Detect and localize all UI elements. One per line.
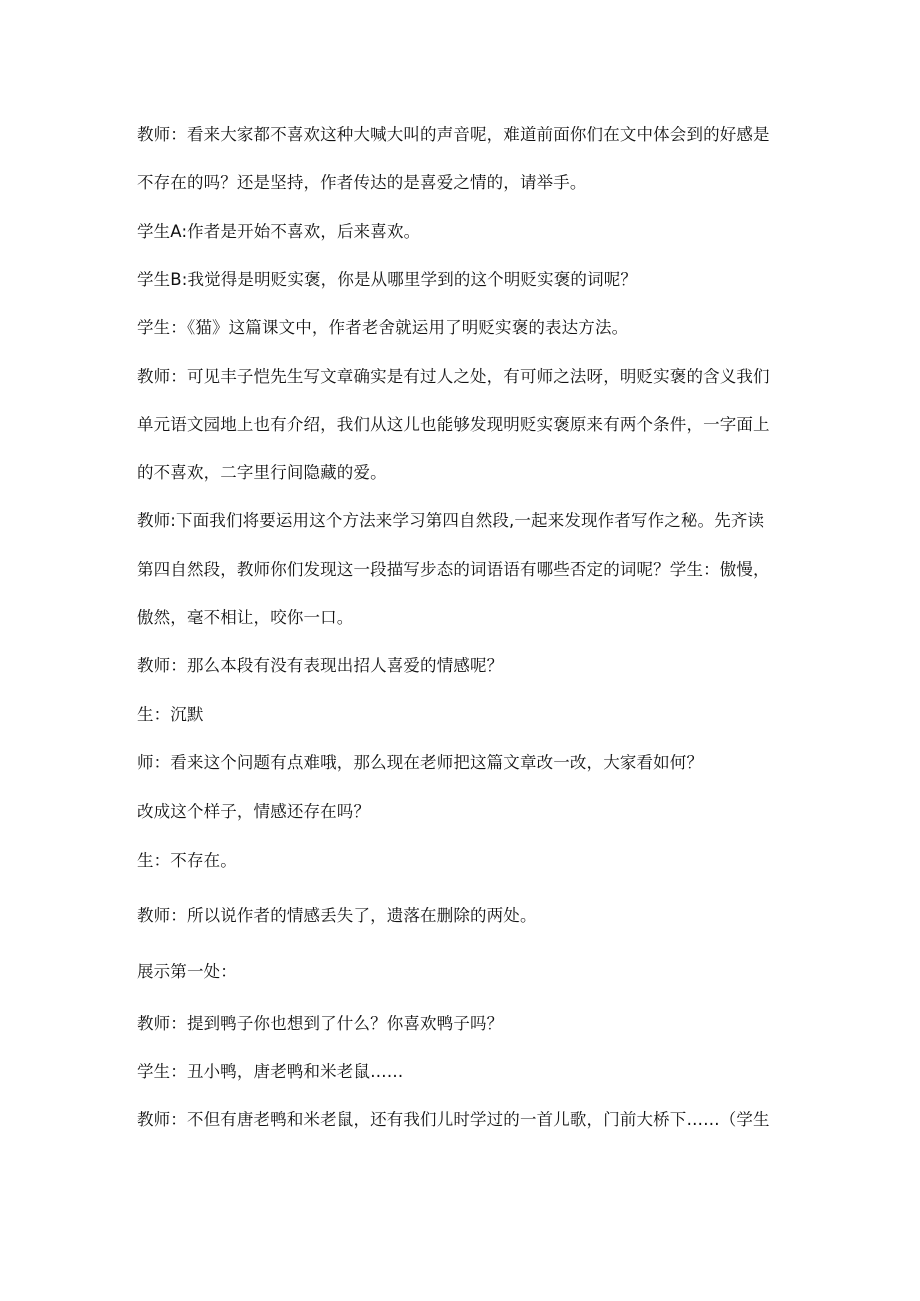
text-line: 师：看来这个问题有点难哦，那么现在老师把这篇文章改一改，大家看如何？ (137, 753, 704, 772)
text-line: 展示第一处： (137, 962, 237, 981)
text-line: 不存在的吗？还是坚持，作者传达的是喜爱之情的，请举手。 (137, 173, 587, 192)
text-line: 的不喜欢，二字里行间隐藏的爱。 (137, 463, 387, 482)
text-line: 教师：不但有唐老鸭和米老鼠，还有我们儿时学过的一首儿歌，门前大桥下……（学生 (137, 1110, 770, 1129)
text-line: 傲然，毫不相让，咬你一口。 (137, 608, 354, 627)
text-line: 教师：提到鸭子你也想到了什么？你喜欢鸭子吗？ (137, 1014, 504, 1033)
text-line: 教师：看来大家都不喜欢这种大喊大叫的声音呢，难道前面你们在文中体会到的好感是 (137, 125, 770, 144)
text-line: 生：不存在。 (137, 851, 237, 870)
text-line: 学生A:作者是开始不喜欢，后来喜欢。 (137, 222, 421, 241)
text-line: 第四自然段，教师你们发现这一段描写步态的词语语有哪些否定的词呢？学生：傲慢， (137, 560, 770, 579)
text-line: 教师:下面我们将要运用这个方法来学习第四自然段,一起来发现作者写作之秘。先齐读 (137, 511, 765, 530)
text-line: 改成这个样子，情感还存在吗？ (137, 802, 371, 821)
text-line: 生：沉默 (137, 705, 204, 724)
text-line: 教师：所以说作者的情感丢失了，遗落在删除的两处。 (137, 906, 537, 925)
text-line: 单元语文园地上也有介绍，我们从这儿也能够发现明贬实褒原来有两个条件，一字面上 (137, 415, 770, 434)
text-line: 学生：丑小鸭，唐老鸭和米老鼠…… (137, 1062, 404, 1081)
text-line: 学生：《猫》这篇课文中，作者老舍就运用了明贬实褒的表达方法。 (137, 318, 629, 337)
text-line: 学生B:我觉得是明贬实褒，你是从哪里学到的这个明贬实褒的词呢？ (137, 270, 638, 289)
text-line: 教师：那么本段有没有表现出招人喜爱的情感呢？ (137, 656, 504, 675)
text-line: 教师：可见丰子恺先生写文章确实是有过人之处，有可师之法呀，明贬实褒的含义我们 (137, 367, 770, 386)
